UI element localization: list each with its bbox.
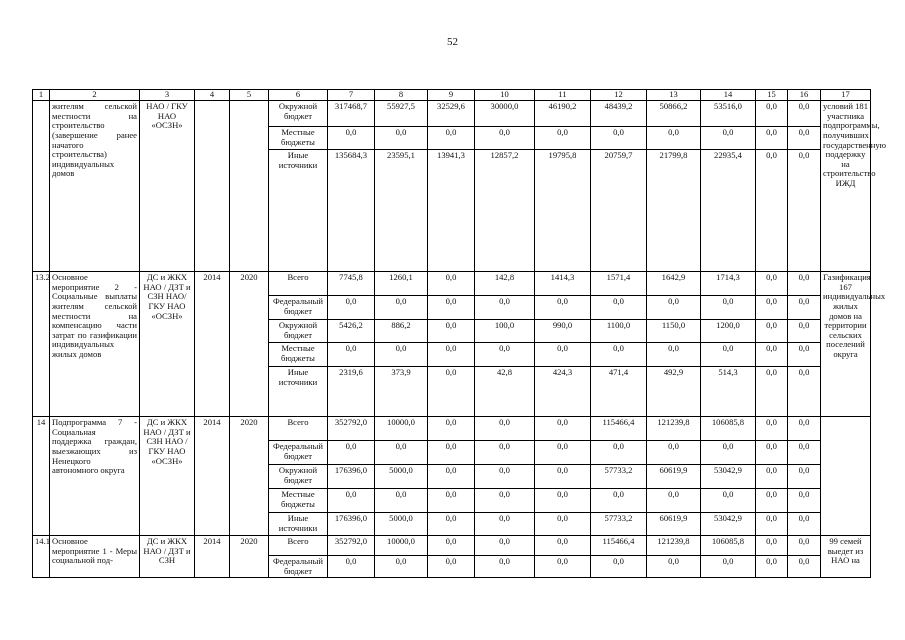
header-row bbox=[33, 90, 871, 101]
value-cell: 886,2 bbox=[375, 320, 428, 343]
value-cell: 22935,4 bbox=[701, 150, 756, 272]
item-number: 13.2 bbox=[33, 272, 50, 417]
value-cell: 0,0 bbox=[535, 441, 591, 465]
column-header: 10 bbox=[475, 90, 535, 101]
value-cell: 0,0 bbox=[428, 272, 475, 296]
column-header: 1 bbox=[33, 90, 50, 101]
funding-source: Окружной бюджет bbox=[269, 320, 328, 343]
budget-table bbox=[32, 89, 887, 578]
value-cell: 0,0 bbox=[756, 465, 788, 489]
value-cell: 0,0 bbox=[428, 127, 475, 150]
value-cell: 0,0 bbox=[535, 489, 591, 513]
value-cell: 0,0 bbox=[375, 556, 428, 578]
value-cell: 0,0 bbox=[788, 465, 821, 489]
column-header: 12 bbox=[591, 90, 647, 101]
funding-source: Местные бюджеты bbox=[269, 489, 328, 513]
value-cell: 2319,6 bbox=[328, 367, 375, 417]
value-cell: 55927,5 bbox=[375, 101, 428, 127]
value-cell: 10000,0 bbox=[375, 417, 428, 441]
value-cell: 0,0 bbox=[535, 343, 591, 367]
value-cell: 0,0 bbox=[756, 417, 788, 441]
value-cell: 53042,9 bbox=[701, 465, 756, 489]
value-cell: 0,0 bbox=[701, 556, 756, 578]
value-cell: 0,0 bbox=[788, 296, 821, 320]
value-cell: 57733,2 bbox=[591, 513, 647, 536]
value-cell: 48439,2 bbox=[591, 101, 647, 127]
value-cell: 121239,8 bbox=[647, 417, 701, 441]
item-number: 14 bbox=[33, 417, 50, 536]
value-cell: 5000,0 bbox=[375, 465, 428, 489]
value-cell: 176396,0 bbox=[328, 513, 375, 536]
value-cell: 0,0 bbox=[756, 101, 788, 127]
item-name: жителям сельской местности на строительство (завершение ранее начатого строительства) индивидуальных домов bbox=[50, 101, 140, 272]
value-cell: 0,0 bbox=[756, 489, 788, 513]
value-cell: 0,0 bbox=[788, 556, 821, 578]
value-cell: 0,0 bbox=[788, 441, 821, 465]
value-cell: 0,0 bbox=[428, 417, 475, 441]
value-cell: 0,0 bbox=[328, 296, 375, 320]
value-cell: 0,0 bbox=[788, 272, 821, 296]
value-cell: 0,0 bbox=[475, 441, 535, 465]
value-cell: 0,0 bbox=[475, 127, 535, 150]
item-name: Основное мероприятие 2 - Социальные выплаты жителям сельской местности на компенсацию части затрат по газификации индивидуальных жилых домов bbox=[50, 272, 140, 417]
item-name: Основное мероприятие 1 - Меры социальной под- bbox=[50, 536, 140, 578]
value-cell: 12857,2 bbox=[475, 150, 535, 272]
column-header: 15 bbox=[756, 90, 788, 101]
value-cell: 0,0 bbox=[647, 489, 701, 513]
value-cell: 0,0 bbox=[756, 441, 788, 465]
value-cell: 42,8 bbox=[475, 367, 535, 417]
value-cell: 0,0 bbox=[591, 343, 647, 367]
item-executor: НАО / ГКУ НАО «ОСЗН» bbox=[140, 101, 195, 272]
value-cell: 0,0 bbox=[428, 320, 475, 343]
table-row bbox=[33, 536, 871, 556]
value-cell: 0,0 bbox=[788, 150, 821, 272]
funding-source: Окружной бюджет bbox=[269, 465, 328, 489]
item-executor: ДС и ЖКХ НАО / ДЗТ и СЗН НАО/ ГКУ НАО «ОСЗН» bbox=[140, 272, 195, 417]
value-cell: 0,0 bbox=[535, 127, 591, 150]
value-cell: 13941,3 bbox=[428, 150, 475, 272]
value-cell: 176396,0 bbox=[328, 465, 375, 489]
item-start-year: 2014 bbox=[195, 417, 230, 536]
value-cell: 352792,0 bbox=[328, 536, 375, 556]
funding-source: Всего bbox=[269, 272, 328, 296]
value-cell: 0,0 bbox=[328, 556, 375, 578]
value-cell: 0,0 bbox=[756, 536, 788, 556]
column-header: 13 bbox=[647, 90, 701, 101]
value-cell: 0,0 bbox=[756, 556, 788, 578]
value-cell: 0,0 bbox=[756, 127, 788, 150]
value-cell: 0,0 bbox=[788, 417, 821, 441]
value-cell: 135684,3 bbox=[328, 150, 375, 272]
item-start-year: 2014 bbox=[195, 272, 230, 417]
value-cell: 0,0 bbox=[756, 513, 788, 536]
value-cell: 1571,4 bbox=[591, 272, 647, 296]
value-cell: 0,0 bbox=[701, 296, 756, 320]
value-cell: 0,0 bbox=[428, 465, 475, 489]
value-cell: 10000,0 bbox=[375, 536, 428, 556]
funding-source: Иные источники bbox=[269, 513, 328, 536]
value-cell: 0,0 bbox=[428, 296, 475, 320]
value-cell: 0,0 bbox=[375, 343, 428, 367]
value-cell: 0,0 bbox=[428, 343, 475, 367]
value-cell: 0,0 bbox=[535, 556, 591, 578]
column-header: 17 bbox=[821, 90, 871, 101]
value-cell: 0,0 bbox=[647, 127, 701, 150]
item-result: условий 181 участника подпрограммы, получивших государственную поддержку на строительство ИЖД bbox=[821, 101, 871, 272]
value-cell: 317468,7 bbox=[328, 101, 375, 127]
value-cell: 0,0 bbox=[647, 556, 701, 578]
value-cell: 0,0 bbox=[756, 296, 788, 320]
value-cell: 1414,3 bbox=[535, 272, 591, 296]
value-cell: 492,9 bbox=[647, 367, 701, 417]
column-header: 6 bbox=[269, 90, 328, 101]
value-cell: 0,0 bbox=[701, 441, 756, 465]
value-cell: 0,0 bbox=[788, 343, 821, 367]
value-cell: 0,0 bbox=[591, 489, 647, 513]
item-number bbox=[33, 101, 50, 272]
value-cell: 50866,2 bbox=[647, 101, 701, 127]
value-cell: 0,0 bbox=[475, 556, 535, 578]
table-row bbox=[33, 417, 871, 441]
value-cell: 0,0 bbox=[328, 489, 375, 513]
column-header: 9 bbox=[428, 90, 475, 101]
value-cell: 0,0 bbox=[788, 101, 821, 127]
value-cell: 0,0 bbox=[591, 556, 647, 578]
funding-source: Иные источники bbox=[269, 367, 328, 417]
value-cell: 0,0 bbox=[475, 489, 535, 513]
value-cell: 115466,4 bbox=[591, 417, 647, 441]
item-result bbox=[821, 417, 871, 536]
funding-source: Всего bbox=[269, 417, 328, 441]
value-cell: 0,0 bbox=[701, 489, 756, 513]
value-cell: 0,0 bbox=[535, 465, 591, 489]
value-cell: 0,0 bbox=[375, 296, 428, 320]
value-cell: 121239,8 bbox=[647, 536, 701, 556]
value-cell: 32529,6 bbox=[428, 101, 475, 127]
value-cell: 106085,8 bbox=[701, 417, 756, 441]
value-cell: 0,0 bbox=[428, 556, 475, 578]
funding-source: Местные бюджеты bbox=[269, 343, 328, 367]
value-cell: 0,0 bbox=[756, 367, 788, 417]
value-cell: 1642,9 bbox=[647, 272, 701, 296]
value-cell: 142,8 bbox=[475, 272, 535, 296]
value-cell: 0,0 bbox=[756, 150, 788, 272]
value-cell: 0,0 bbox=[647, 296, 701, 320]
value-cell: 0,0 bbox=[535, 296, 591, 320]
value-cell: 0,0 bbox=[591, 296, 647, 320]
value-cell: 60619,9 bbox=[647, 513, 701, 536]
value-cell: 0,0 bbox=[375, 489, 428, 513]
value-cell: 0,0 bbox=[475, 343, 535, 367]
item-end-year: 2020 bbox=[230, 417, 269, 536]
value-cell: 0,0 bbox=[788, 367, 821, 417]
value-cell: 21799,8 bbox=[647, 150, 701, 272]
value-cell: 0,0 bbox=[535, 513, 591, 536]
value-cell: 990,0 bbox=[535, 320, 591, 343]
value-cell: 0,0 bbox=[328, 441, 375, 465]
value-cell: 1200,0 bbox=[701, 320, 756, 343]
item-result: Газификация 167 индивидуальных жилых домов на территории сельских поселений округа bbox=[821, 272, 871, 417]
table-body bbox=[33, 101, 887, 578]
value-cell: 0,0 bbox=[701, 343, 756, 367]
funding-source: Всего bbox=[269, 536, 328, 556]
value-cell: 1100,0 bbox=[591, 320, 647, 343]
value-cell: 1714,3 bbox=[701, 272, 756, 296]
column-header: 7 bbox=[328, 90, 375, 101]
value-cell: 0,0 bbox=[375, 127, 428, 150]
value-cell: 20759,7 bbox=[591, 150, 647, 272]
table-row bbox=[33, 272, 871, 296]
item-number: 14.1 bbox=[33, 536, 50, 578]
value-cell: 0,0 bbox=[756, 272, 788, 296]
value-cell: 60619,9 bbox=[647, 465, 701, 489]
item-end-year: 2020 bbox=[230, 272, 269, 417]
value-cell: 471,4 bbox=[591, 367, 647, 417]
funding-source: Федеральный бюджет bbox=[269, 296, 328, 320]
item-executor: ДС и ЖКХ НАО / ДЗТ и СЗН НАО / ГКУ НАО «ОСЗН» bbox=[140, 417, 195, 536]
funding-source: Федеральный бюджет bbox=[269, 556, 328, 578]
item-end-year: 2020 bbox=[230, 536, 269, 578]
value-cell: 30000,0 bbox=[475, 101, 535, 127]
value-cell: 5000,0 bbox=[375, 513, 428, 536]
value-cell: 514,3 bbox=[701, 367, 756, 417]
value-cell: 0,0 bbox=[788, 127, 821, 150]
value-cell: 0,0 bbox=[788, 320, 821, 343]
value-cell: 7745,8 bbox=[328, 272, 375, 296]
funding-source: Окружной бюджет bbox=[269, 101, 328, 127]
value-cell: 0,0 bbox=[428, 536, 475, 556]
value-cell: 0,0 bbox=[428, 367, 475, 417]
value-cell: 0,0 bbox=[428, 513, 475, 536]
value-cell: 0,0 bbox=[475, 296, 535, 320]
item-start-year: 2014 bbox=[195, 536, 230, 578]
value-cell: 0,0 bbox=[428, 441, 475, 465]
value-cell: 0,0 bbox=[756, 343, 788, 367]
value-cell: 0,0 bbox=[701, 127, 756, 150]
value-cell: 0,0 bbox=[647, 441, 701, 465]
value-cell: 0,0 bbox=[475, 513, 535, 536]
value-cell: 19795,8 bbox=[535, 150, 591, 272]
item-result: 99 семей выедет из НАО на bbox=[821, 536, 871, 578]
value-cell: 0,0 bbox=[475, 465, 535, 489]
funding-source: Иные источники bbox=[269, 150, 328, 272]
value-cell: 100,0 bbox=[475, 320, 535, 343]
value-cell: 0,0 bbox=[535, 536, 591, 556]
item-end-year bbox=[230, 101, 269, 272]
value-cell: 0,0 bbox=[647, 343, 701, 367]
column-header: 16 bbox=[788, 90, 821, 101]
value-cell: 0,0 bbox=[788, 489, 821, 513]
column-header: 14 bbox=[701, 90, 756, 101]
value-cell: 0,0 bbox=[756, 320, 788, 343]
column-header: 8 bbox=[375, 90, 428, 101]
value-cell: 0,0 bbox=[788, 536, 821, 556]
value-cell: 0,0 bbox=[375, 441, 428, 465]
value-cell: 106085,8 bbox=[701, 536, 756, 556]
value-cell: 373,9 bbox=[375, 367, 428, 417]
value-cell: 0,0 bbox=[328, 343, 375, 367]
value-cell: 46190,2 bbox=[535, 101, 591, 127]
value-cell: 115466,4 bbox=[591, 536, 647, 556]
funding-source: Местные бюджеты bbox=[269, 127, 328, 150]
value-cell: 53516,0 bbox=[701, 101, 756, 127]
value-cell: 352792,0 bbox=[328, 417, 375, 441]
item-start-year bbox=[195, 101, 230, 272]
value-cell: 53042,9 bbox=[701, 513, 756, 536]
item-executor: ДС и ЖКХ НАО / ДЗТ и СЗН bbox=[140, 536, 195, 578]
value-cell: 1260,1 bbox=[375, 272, 428, 296]
value-cell: 0,0 bbox=[475, 536, 535, 556]
value-cell: 424,3 bbox=[535, 367, 591, 417]
value-cell: 1150,0 bbox=[647, 320, 701, 343]
value-cell: 57733,2 bbox=[591, 465, 647, 489]
value-cell: 0,0 bbox=[475, 417, 535, 441]
table-row bbox=[33, 101, 871, 127]
funding-source: Федеральный бюджет bbox=[269, 441, 328, 465]
value-cell: 0,0 bbox=[591, 441, 647, 465]
value-cell: 5426,2 bbox=[328, 320, 375, 343]
column-header: 5 bbox=[230, 90, 269, 101]
value-cell: 0,0 bbox=[328, 127, 375, 150]
value-cell: 0,0 bbox=[428, 489, 475, 513]
item-name: Подпрограмма 7 - Социальная поддержка граждан, выезжающих из Ненецкого автономного округа bbox=[50, 417, 140, 536]
value-cell: 23595,1 bbox=[375, 150, 428, 272]
value-cell: 0,0 bbox=[535, 417, 591, 441]
column-header: 11 bbox=[535, 90, 591, 101]
column-header: 2 bbox=[50, 90, 140, 101]
column-header: 4 bbox=[195, 90, 230, 101]
page-number: 52 bbox=[447, 36, 458, 48]
value-cell: 0,0 bbox=[788, 513, 821, 536]
value-cell: 0,0 bbox=[591, 127, 647, 150]
column-header: 3 bbox=[140, 90, 195, 101]
